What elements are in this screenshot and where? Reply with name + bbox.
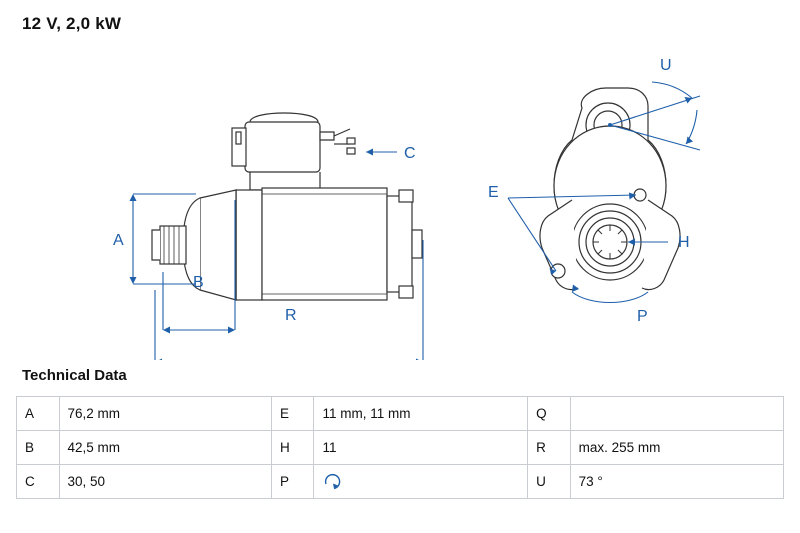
technical-data-title: Technical Data xyxy=(22,367,127,384)
technical-drawing xyxy=(0,40,800,360)
table-row xyxy=(17,431,784,465)
label-a: A xyxy=(113,232,124,249)
cell-value-h: 11 xyxy=(314,431,528,465)
cell-value-r: max. 255 mm xyxy=(570,431,783,465)
label-h: H xyxy=(678,234,690,251)
cell-value-e: 11 mm, 11 mm xyxy=(314,397,528,431)
cell-key-b: B xyxy=(17,431,60,465)
label-u: U xyxy=(660,57,672,74)
label-e: E xyxy=(488,184,499,201)
label-b: B xyxy=(193,274,204,291)
cell-value-q xyxy=(570,397,783,431)
cell-value-u: 73 ° xyxy=(570,465,783,499)
cell-key-r: R xyxy=(528,431,571,465)
cell-key-u: U xyxy=(528,465,571,499)
rotation-clockwise-icon xyxy=(322,472,342,492)
cell-value-p xyxy=(314,465,528,499)
drawing-svg xyxy=(0,40,800,360)
cell-key-c: C xyxy=(17,465,60,499)
side-view-part xyxy=(152,113,422,300)
cell-key-p: P xyxy=(271,465,314,499)
label-c: C xyxy=(404,145,416,162)
cell-key-a: A xyxy=(17,397,60,431)
cell-value-b: 42,5 mm xyxy=(59,431,271,465)
table-row xyxy=(17,397,784,431)
table-row xyxy=(17,465,784,499)
page-title: 12 V, 2,0 kW xyxy=(22,14,122,33)
label-p: P xyxy=(637,308,648,325)
cell-value-a: 76,2 mm xyxy=(59,397,271,431)
cell-value-c: 30, 50 xyxy=(59,465,271,499)
cell-key-h: H xyxy=(271,431,314,465)
technical-data-table xyxy=(16,396,784,499)
label-r: R xyxy=(285,307,297,324)
cell-key-e: E xyxy=(271,397,314,431)
front-view-part xyxy=(540,88,680,290)
cell-key-q: Q xyxy=(528,397,571,431)
